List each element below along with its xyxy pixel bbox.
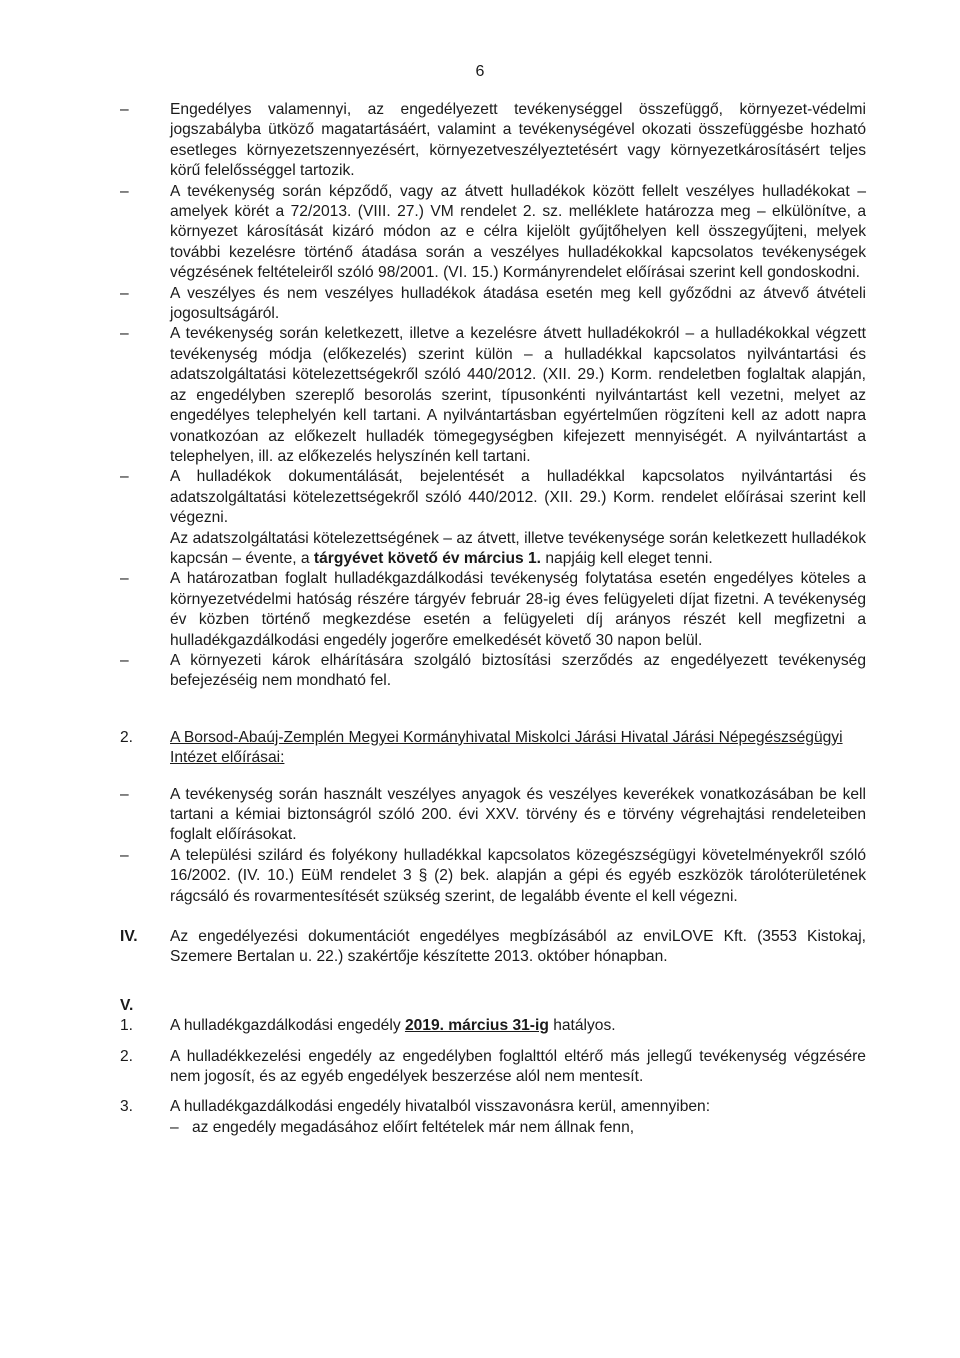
paragraph: A tevékenység során képződő, vagy az átvett hulladékok között fellelt veszélyes hulladékokat – amelyek körét a 72/2013. (VIII. 27.) VM rendelet 2. sz. melléklete határozza meg – elkülönítve, a környezet károsítását kizáró módon az e célra kijelölt gyűjtőhelyen kell összegyűjteni, melyek további kezelésre történő átadása során a veszélyes hulladékokkal kapcsolatos tevékenységek végzésének feltételeiről szóló 98/2001. (VI. 15.) Kormányrendelet előírásai szerint kell gondoskodni.	[170, 182, 866, 282]
paragraph: A tevékenység során használt veszélyes anyagok és veszélyes keverékek vonatkozásában be kell tartani a kémiai biztonságról szóló 200. évi XXV. törvény és e törvény végrehajtási rendeleteiben foglalt előírásokat.	[170, 785, 866, 844]
list-item	[120, 846, 866, 907]
bullet-dash: –	[120, 325, 129, 343]
bullet-dash: –	[120, 284, 129, 302]
section-title: A Borsod-Abaúj-Zemplén Megyei Kormányhivatal Miskolci Járási Hivatal Járási Népegészségügyi Intézet előírásai:	[170, 728, 843, 767]
section-number: V.	[120, 996, 134, 1014]
bullet-dash: –	[120, 651, 129, 669]
list-item	[120, 651, 866, 692]
bullet-dash: –	[120, 101, 129, 118]
paragraph: Az engedélyezési dokumentációt engedélyes megbízásából az enviLOVE Kft. (3553 Kistokaj, Szemere Bertalan u. 22.) szakértője készítette 2013. október hónapban.	[170, 928, 866, 966]
validity-paragraph: A hulladékgazdálkodási engedély 2019. március 31-ig hatályos.	[170, 1017, 616, 1035]
item-number: 3.	[120, 1098, 134, 1116]
paragraph: A környezeti károk elhárítására szolgáló biztosítási szerződés az engedélyezett tevékenység befejezéséig nem mondható fel.	[170, 651, 866, 690]
paragraph: Engedélyes valamennyi, az engedélyezett tevékenységgel összefüggő, környezet-védelmi jogszabályba ütköző magatartásáért, valamint a tevékenységével okozati összefüggésbe hozható esetleges környezetszennyezésért, környezetveszélyeztetésért vagy környezetkárosításért teljes körű felelősséggel tartozik.	[170, 101, 866, 180]
numbered-item	[120, 1097, 866, 1117]
paragraph: A hulladékok dokumentálását, bejelentését a hulladékkal kapcsolatos nyilvántartási és adatszolgáltatási kötelezettségekről szóló 440/2012. (XII. 29.) Korm. rendelet előírásai szerint kell végezni.	[170, 468, 866, 527]
paragraph: A tevékenység során keletkezett, illetve a kezelésre átvett hulladékokról – a hulladékokkal végzett tevékenység módja (előkezelés) szerint külön – a hulladékkal kapcsolatos nyilvántartási és adatszolgáltatási kötelezettségekről szóló 440/2012. (XII. 29.) Korm. rendeletben foglaltak alapján, az engedélyben szereplő besorolás szerint, típusonkénti nyilvántartást kell vezetni, melyet az engedélyes telephelyén kell tartani. A nyilvántartásban egyértelműen rögzíteni kell az adott napra vonatkozóan az előkezelt hulladék tömegegységben kifejezett mennyiségét. A nyilvántartást a telephelyen, ill. az előkezelés helyszínén kell tartani.	[170, 325, 866, 465]
list-item	[120, 182, 866, 284]
bullet-dash: –	[120, 785, 129, 803]
deadline-text: tárgyévet követő év március 1.	[313, 549, 542, 567]
section-v-heading	[120, 996, 866, 1016]
section-number: IV.	[120, 928, 138, 946]
section-number: 2.	[120, 728, 134, 746]
sub-list-item	[170, 1118, 866, 1138]
paragraph: A hulladékgazdálkodási engedély hivatalból visszavonásra kerül, amennyiben:	[170, 1098, 711, 1116]
item-number: 1.	[120, 1017, 134, 1035]
page-number: 6	[475, 63, 485, 80]
bullet-dash: –	[120, 182, 129, 200]
bullet-dash: –	[120, 570, 129, 588]
bullet-dash: –	[120, 468, 129, 486]
document-body	[120, 100, 866, 1138]
paragraph: A határozatban foglalt hulladékgazdálkodási tevékenység folytatása esetén engedélyes köteles a környezetvédelmi hatóság részére tárgyév február 28-ig éves felügyeleti díjat fizetni. A tevékenység év közben történő megkezdése esetén a felügyeleti díj arányos részét kell megfizetni a hulladékgazdálkodási engedély jogerőre emelkedését követő 30 napon belül.	[170, 570, 866, 649]
section-heading	[120, 728, 866, 769]
numbered-item	[120, 1047, 866, 1088]
paragraph: A hulladékkezelési engedély az engedélyben foglalttól eltérő más jellegű tevékenység végzésére nem jogosít, és az egyéb engedélyek beszerzése alól nem mentesít.	[170, 1047, 866, 1086]
list-item	[120, 569, 866, 651]
section-iv	[120, 927, 866, 968]
list-item	[120, 100, 866, 182]
paragraph: az engedély megadásához előírt feltételek már nem állnak fenn,	[192, 1118, 635, 1136]
item-number: 2.	[120, 1047, 134, 1065]
numbered-item	[120, 1016, 866, 1036]
paragraph: A települési szilárd és folyékony hulladékkal kapcsolatos közegészségügyi követelményekről szóló 16/2002. (IV. 10.) EüM rendelet 3 § (2) bek. alapján a gépi és egyéb eszközök tárolóterületének rágcsáló és rovarmentesítését szükség szerint, de legalább évente el kell végezni.	[170, 846, 866, 905]
bullet-dash: –	[170, 1118, 179, 1136]
list-item	[120, 324, 866, 467]
data-supply-paragraph: Az adatszolgáltatási kötelezettségének – az átvett, illetve tevékenysége során keletkezett hulladékok kapcsán – évente, a tárgyévet követő év március 1. napjáig kell eleget tenni.	[170, 529, 866, 567]
paragraph: A veszélyes és nem veszélyes hulladékok átadása esetén meg kell győződni az átvevő átvételi jogosultságáról.	[170, 284, 866, 323]
list-item	[120, 284, 866, 325]
validity-date: 2019. március 31-ig	[404, 1017, 549, 1035]
bullet-dash: –	[120, 846, 129, 864]
list-item	[120, 785, 866, 846]
list-item-continuation	[120, 529, 866, 570]
list-item	[120, 467, 866, 528]
